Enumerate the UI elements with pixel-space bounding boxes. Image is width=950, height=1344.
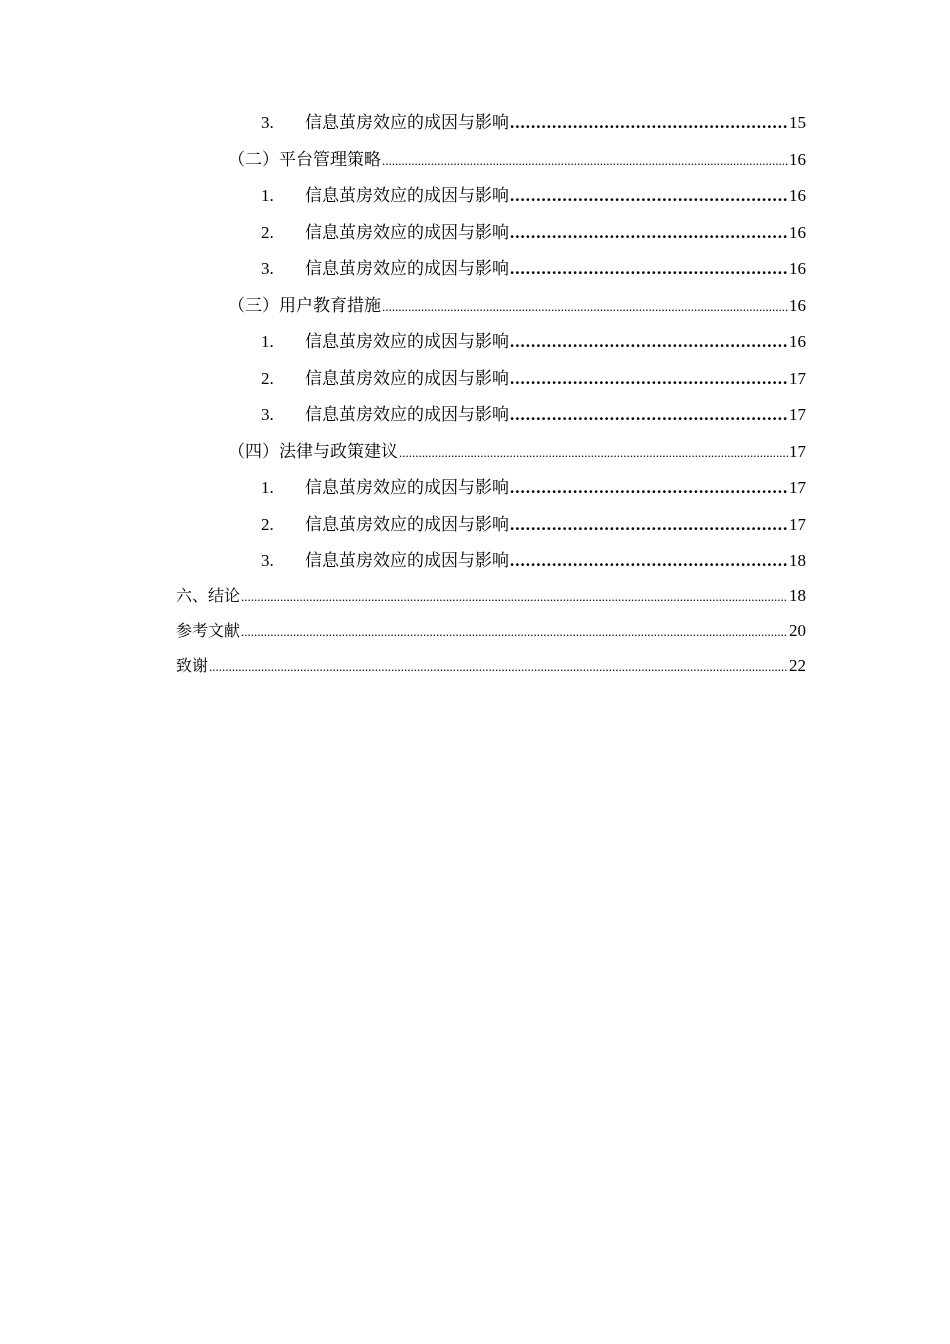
- toc-entry-title: （四）法律与政策建议: [228, 441, 398, 461]
- toc-entry-title: 参考文献: [176, 620, 241, 640]
- toc-entry-page: 17: [789, 478, 806, 497]
- toc-entry[interactable]: [176, 618, 806, 653]
- toc-entry-number: 2.: [261, 222, 274, 242]
- toc-entry-page: 16: [789, 259, 806, 278]
- toc-entry[interactable]: [176, 108, 806, 145]
- toc-entry[interactable]: [176, 473, 806, 510]
- toc-entry-page: 17: [789, 441, 806, 461]
- toc-entry-title: 信息茧房效应的成因与影响: [305, 332, 509, 351]
- toc-entry-title: （二）平台管理策略: [228, 149, 381, 169]
- toc-entry-number: 3.: [261, 113, 274, 132]
- toc-entry[interactable]: [176, 364, 806, 401]
- dot-leader: [510, 332, 788, 352]
- toc-entry[interactable]: [176, 254, 806, 291]
- toc-entry[interactable]: [176, 653, 806, 688]
- toc-entry-title: （三）用户教育措施: [228, 295, 381, 315]
- toc-entry[interactable]: [176, 218, 806, 255]
- dot-leader: [510, 113, 788, 133]
- toc-entry-number: 3.: [261, 405, 274, 424]
- toc-entry[interactable]: [176, 327, 806, 364]
- toc-entry-page: 17: [789, 514, 806, 534]
- toc-entry-title: 信息茧房效应的成因与影响: [305, 259, 509, 278]
- dot-leader: [209, 656, 788, 676]
- dot-leader: [510, 369, 788, 389]
- toc-entry-number: 2.: [261, 368, 274, 388]
- toc-entry[interactable]: [176, 546, 806, 583]
- dot-leader: [382, 296, 788, 316]
- toc-entry-page: 18: [789, 551, 806, 570]
- toc-entry-title: 信息茧房效应的成因与影响: [305, 405, 509, 424]
- dot-leader: [510, 515, 788, 535]
- dot-leader: [510, 223, 788, 243]
- toc-entry-number: 3.: [261, 259, 274, 278]
- dot-leader: [399, 442, 788, 462]
- toc-entry[interactable]: [176, 400, 806, 437]
- toc-entry-page: 17: [789, 368, 806, 388]
- dot-leader: [510, 186, 788, 206]
- toc-entry-page: 16: [789, 295, 806, 315]
- dot-leader: [382, 150, 788, 170]
- toc-entry-page: 15: [789, 113, 806, 132]
- toc-entry-number: 1.: [261, 332, 274, 351]
- toc-entry-number: 3.: [261, 551, 274, 570]
- toc-entry-title: 信息茧房效应的成因与影响: [305, 186, 509, 205]
- toc-entry-title: 致谢: [176, 655, 209, 675]
- dot-leader: [241, 586, 788, 606]
- toc-entry-title: 信息茧房效应的成因与影响: [305, 222, 509, 242]
- toc-entry-title: 六、结论: [176, 585, 241, 605]
- dot-leader: [510, 478, 788, 498]
- toc-entry[interactable]: [176, 437, 806, 474]
- toc-entry[interactable]: [176, 181, 806, 218]
- toc-entry-page: 20: [789, 620, 806, 640]
- toc-entry[interactable]: [176, 510, 806, 547]
- toc-entry-page: 16: [789, 149, 806, 169]
- toc-entry-page: 22: [789, 655, 806, 675]
- toc-entry-page: 16: [789, 186, 806, 205]
- toc-entry-title: 信息茧房效应的成因与影响: [305, 478, 509, 497]
- toc-entry[interactable]: [176, 583, 806, 618]
- toc-entry[interactable]: [176, 145, 806, 182]
- toc-entry-number: 2.: [261, 514, 274, 534]
- toc-entry-page: 16: [789, 222, 806, 242]
- toc-entry-title: 信息茧房效应的成因与影响: [305, 514, 509, 534]
- toc-entry-page: 16: [789, 332, 806, 351]
- toc-entry-title: 信息茧房效应的成因与影响: [305, 113, 509, 132]
- toc-entry-number: 1.: [261, 186, 274, 205]
- table-of-contents: [176, 108, 806, 688]
- dot-leader: [510, 259, 788, 279]
- toc-entry-page: 18: [789, 585, 806, 605]
- dot-leader: [510, 551, 788, 571]
- toc-entry[interactable]: [176, 291, 806, 328]
- toc-entry-page: 17: [789, 405, 806, 424]
- toc-entry-number: 1.: [261, 478, 274, 497]
- toc-entry-title: 信息茧房效应的成因与影响: [305, 551, 509, 570]
- toc-entry-title: 信息茧房效应的成因与影响: [305, 368, 509, 388]
- dot-leader: [510, 405, 788, 425]
- dot-leader: [241, 621, 788, 641]
